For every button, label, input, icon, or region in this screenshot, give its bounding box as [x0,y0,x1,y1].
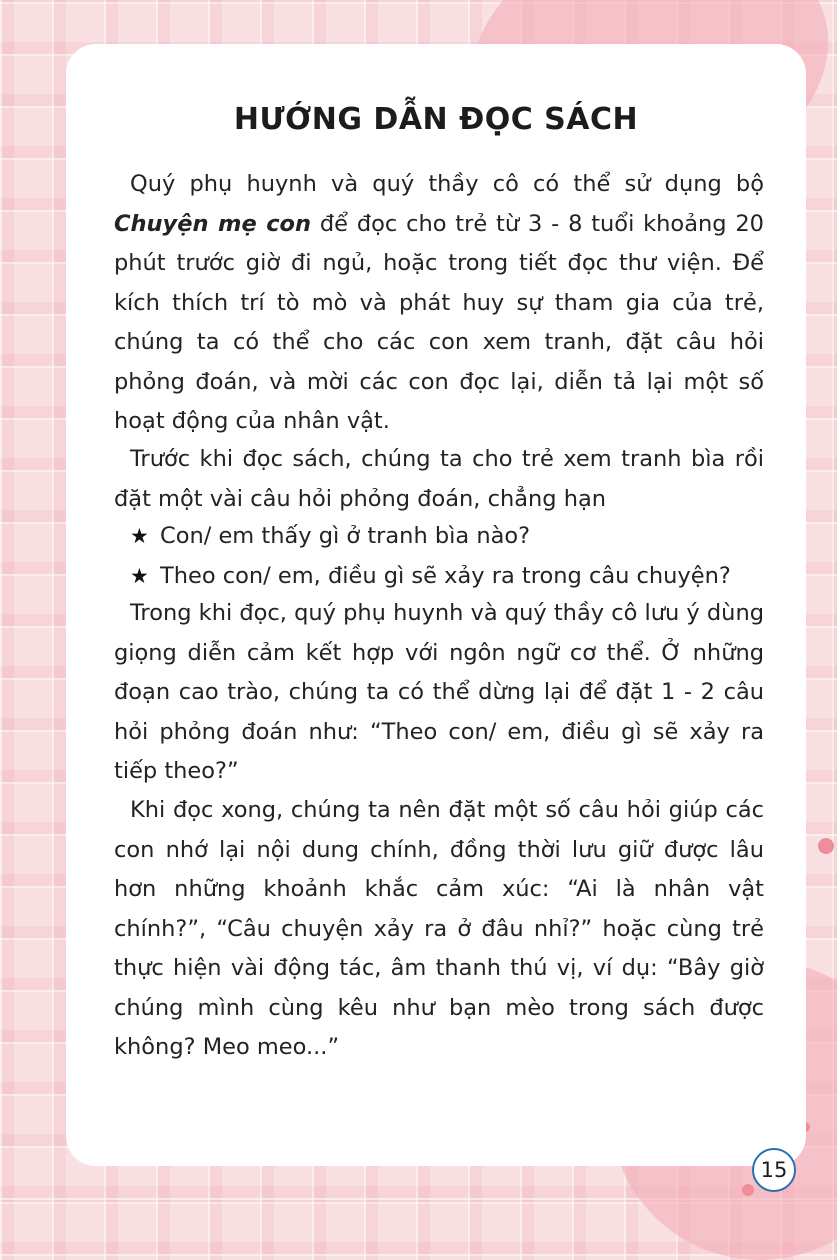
during-reading-paragraph: Trong khi đọc, quý phụ huynh và quý thầy cô lưu ý dùng giọng diễn cảm kết hợp với ngôn ngữ cơ thể. Ở những đoạn cao trào, chúng ta có thể dừng lại để đặt 1 - 2 câu hỏi phỏng đoán như: “Theo con/ em, điều gì sẽ xảy ra tiếp theo?” [114,600,764,784]
content-card [66,44,806,1166]
star-icon: ★ [130,524,149,548]
list-item [130,517,731,557]
before-reading-paragraph: Trước khi đọc sách, chúng ta cho trẻ xem tranh bìa rồi đặt một vài câu hỏi phỏng đoán, chẳng hạn [114,446,764,512]
list-item [130,557,731,597]
list-item-text: Theo con/ em, điều gì sẽ xảy ra trong câu chuyện? [160,562,731,589]
decorative-dot [818,838,834,854]
decorative-dot [742,1184,754,1196]
intro-text-rest: để đọc cho trẻ từ 3 - 8 tuổi khoảng 20 phút trước giờ đi ngủ, hoặc trong tiết đọc thư viện. Để kích thích trí tò mò và phát huy sự tham gia của trẻ, chúng ta có thể cho các con xem tranh, đặt câu hỏi phỏng đoán, và mời các con đọc lại, diễn tả lại một số hoạt động của nhân vật. [114,210,764,434]
intro-paragraph [114,165,764,442]
after-reading-paragraph: Khi đọc xong, chúng ta nên đặt một số câu hỏi giúp các con nhớ lại nội dung chính, đồng thời lưu giữ được lâu hơn những khoảnh khắc cảm xúc: “Ai là nhân vật chính?”, “Câu chuyện xảy ra ở đâu nhỉ?” hoặc cùng trẻ thực hiện vài động tác, âm thanh thú vị, ví dụ: “Bây giờ chúng mình cùng kêu như bạn mèo trong sách được không? Meo meo...” [114,797,764,1060]
question-list [130,517,731,596]
page-number: 15 [752,1148,796,1192]
book-series-title: Chuyện mẹ con [114,210,312,237]
list-item-text: Con/ em thấy gì ở tranh bìa nào? [160,523,531,549]
star-icon: ★ [130,563,149,588]
page-title: HƯỚNG DẪN ĐỌC SÁCH [233,102,639,137]
intro-text-start: Quý phụ huynh và quý thầy cô có thể sử dụng bộ [130,171,764,197]
